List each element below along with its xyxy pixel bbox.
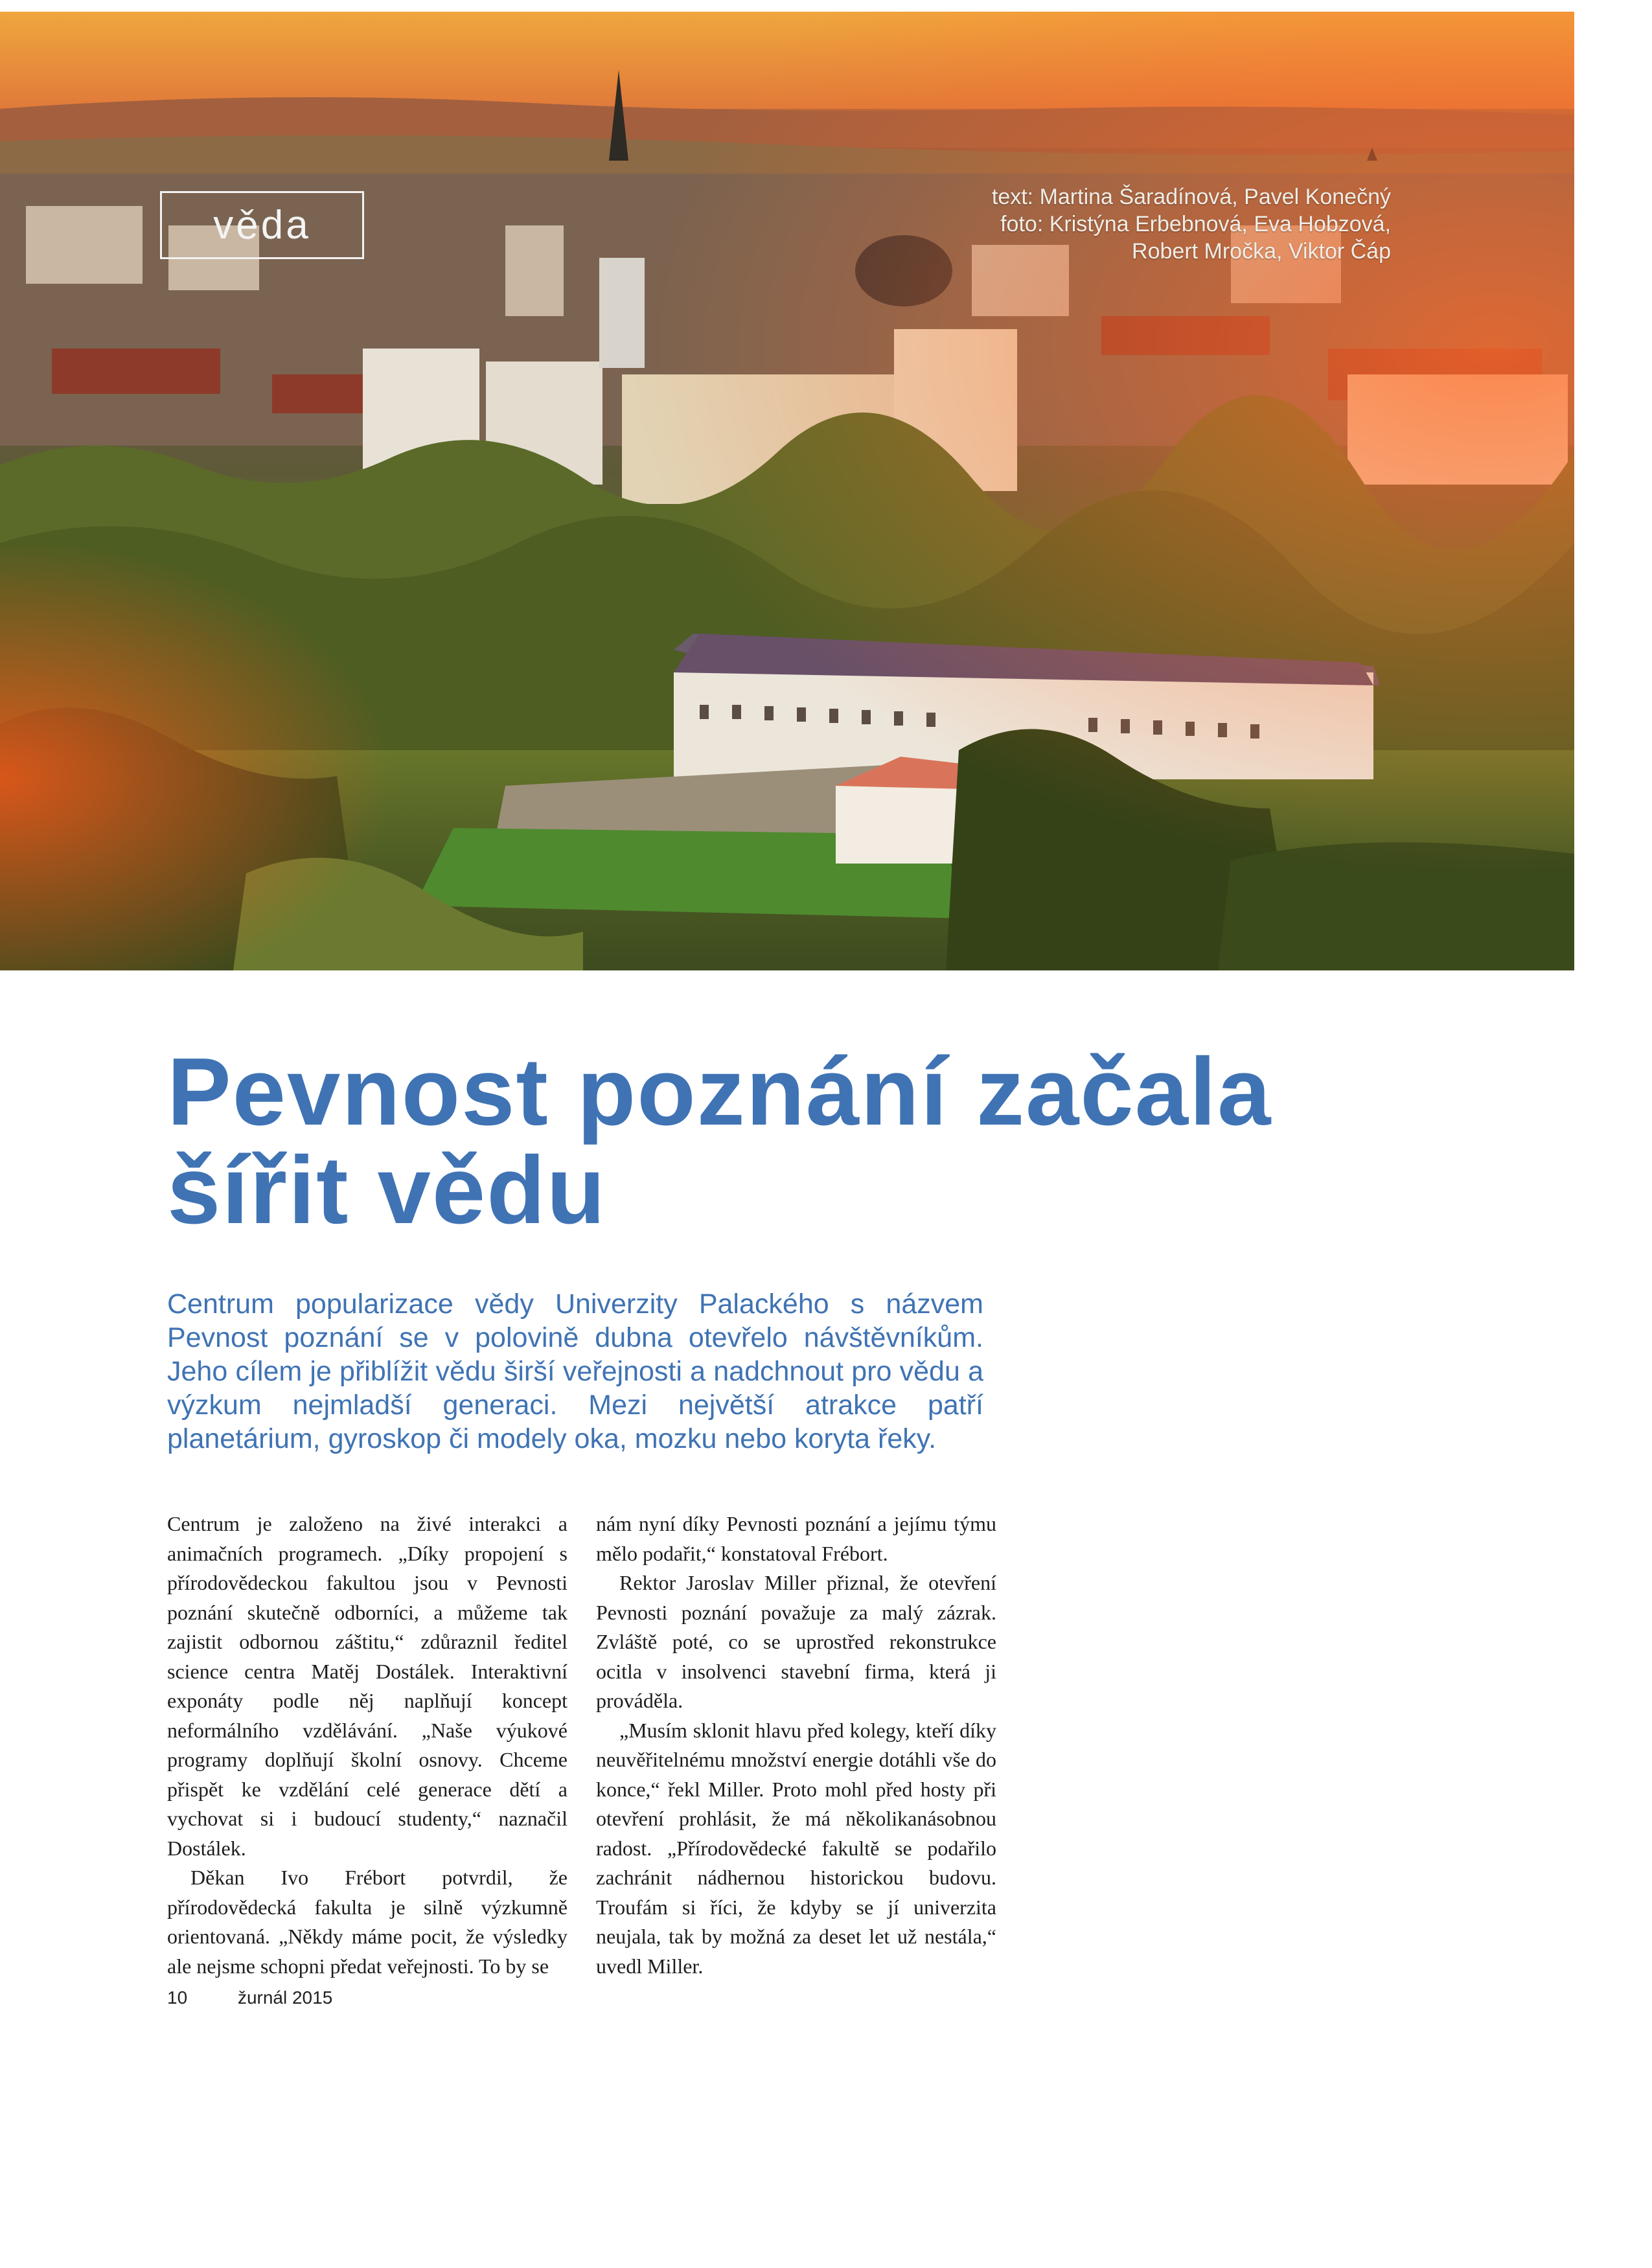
paragraph: nám nyní díky Pevnosti poznání a jejímu týmu mělo podařit,“ konstatoval Frébort. [596, 1512, 996, 1565]
hero-photo [0, 12, 1574, 970]
paragraph: Centrum je založeno na živé interakci a animačních programech. „Díky propojení s přírodovědeckou fakultou jsou v Pevnosti poznání skutečně odborníci, a můžeme tak zajistit odbornou záštitu,“ zdůraznil ředitel science centra Matěj Dostálek. Interaktivní exponáty podle něj naplňují koncept neformálního vzdělávání. „Naše výukové programy doplňují školní osnovy. Chceme přispět ke vzdělání celé generace dětí a vychovat si i budoucí studenty,“ naznačil Dostálek. [167, 1512, 568, 1860]
credits-photo-authors: foto: Kristýna Erbebnová, Eva Hobzová, [1000, 212, 1391, 236]
credits-photo-authors-cont: Robert Mročka, Viktor Čáp [1132, 239, 1391, 264]
publication-name: žurnál 2015 [237, 1987, 333, 2008]
headline-line-2: šířit vědu [167, 1137, 606, 1244]
article-headline [167, 1038, 1495, 1244]
article-lead: Centrum popularizace vědy Univerzity Palackého s názvem Pevnost poznání se v polovině dubna otevřelo návštěvníkům. Jeho cílem je přiblížit vědu širší veřejnosti a nadchnout pro vědu a výzkum nejmladší generaci. Mezi největší atrakce patří planetárium, gyroskop či modely oka, mozku nebo koryta řeky. [167, 1289, 983, 1454]
paragraph: Děkan Ivo Frébort potvrdil, že přírodovědecká fakulta je silně výzkumně orientovaná. „Někdy máme pocit, že výsledky ale nejsme schopni předat veřejnosti. To by se [167, 1866, 568, 1978]
page-number: 10 [167, 1987, 188, 2008]
section-tag: věda [160, 191, 364, 259]
body-column-2 [596, 1509, 996, 1981]
page-footer [167, 1987, 332, 2008]
body-column-1 [167, 1509, 568, 1981]
paragraph: „Musím sklonit hlavu před kolegy, kteří díky neuvěřitelnému množství energie dotáhli vše do konce,“ řekl Miller. Proto mohl před hosty při otevření prohlásit, že má několikanásobnou radost. „Přírodovědecké fakultě se podařilo zachránit nádhernou historickou budovu. Troufám si říci, že kdyby se jí univerzita neujala, tak by možná za deset let už nestála,“ uvedl Miller. [596, 1718, 996, 1978]
paragraph: Rektor Jaroslav Miller přiznal, že otevření Pevnosti poznání považuje za malý zázrak. Zvláště poté, co se uprostřed rekonstrukce ocitla v insolvenci stavební firma, která ji prováděla. [596, 1571, 996, 1712]
city-panorama-illustration [0, 12, 1574, 970]
credits-text-authors: text: Martina Šaradínová, Pavel Konečný [991, 185, 1391, 209]
photo-credits [808, 183, 1391, 265]
headline-line-1: Pevnost poznání začala [167, 1038, 1272, 1145]
